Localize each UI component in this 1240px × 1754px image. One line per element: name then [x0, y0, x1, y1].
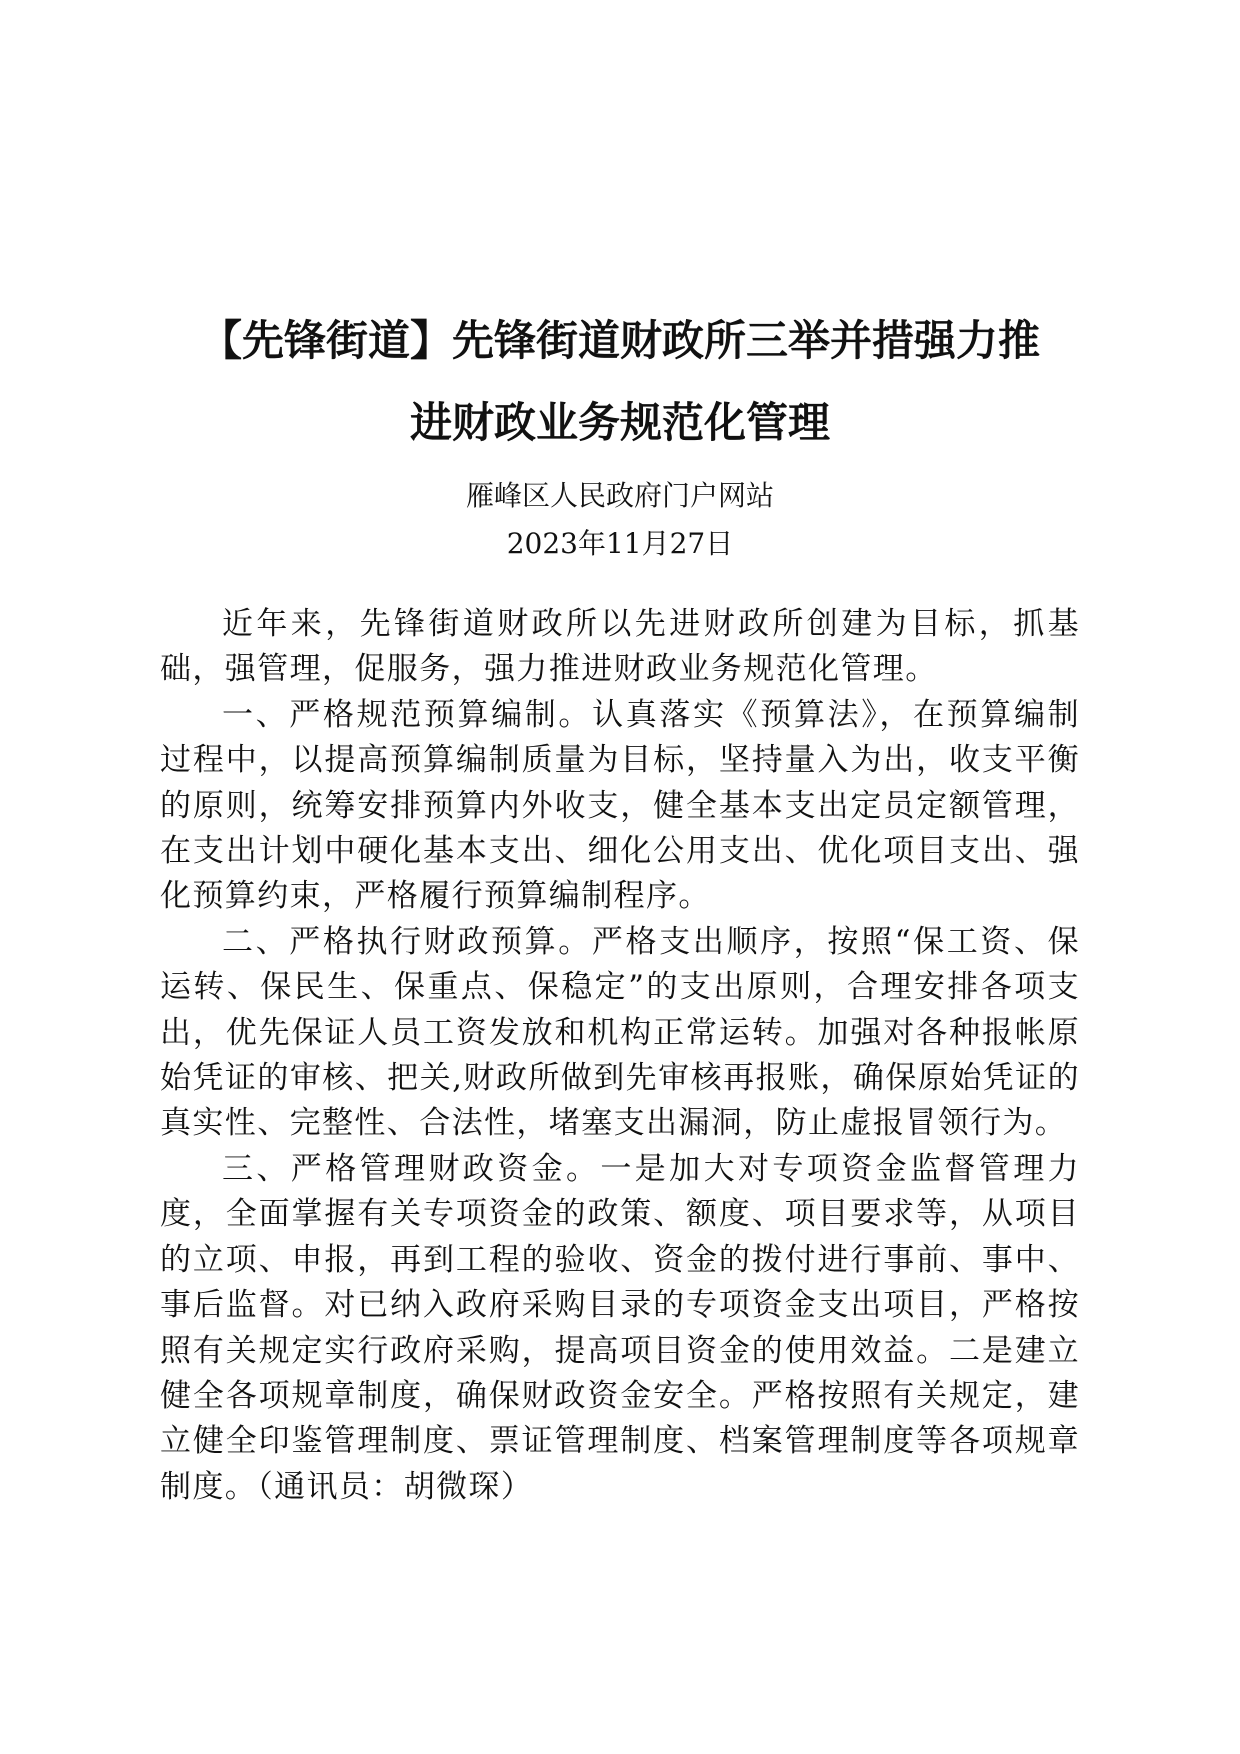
article-paragraph-budget-preparation: 一、严格规范预算编制。认真落实《预算法》，在预算编制过程中，以提高预算编制质量为目标，坚持量入为出，收支平衡的原则，统筹安排预算内外收支，健全基本支出定员定额管理，在支出计划中硬化基本支出、细化公用支出、优化项目支出、强化预算约束，严格履行预算编制程序。 [160, 696, 1080, 915]
article-source: 雁峰区人民政府门户网站 [465, 479, 774, 512]
article-paragraph-intro: 近年来，先锋街道财政所以先进财政所创建为目标，抓基础，强管理，促服务，强力推进财政业务规范化管理。 [160, 606, 1080, 688]
article-paragraph-budget-execution: 二、严格执行财政预算。严格支出顺序，按照“保工资、保运转、保民生、保重点、保稳定”的支出原则，合理安排各项支出，优先保证人员工资发放和机构正常运转。加强对各种报帐原始凭证的审核、把关,财政所做到先审核再报账，确保原始凭证的真实性、完整性、合法性，堵塞支出漏洞，防止虚报冒领行为。 [160, 923, 1080, 1142]
article-title-line-1: 【先锋街道】先锋街道财政所三举并措强力推 [199, 316, 1040, 365]
article-date: 2023年11月27日 [506, 527, 734, 560]
article-meta [150, 472, 1090, 568]
article-title-line-2: 进财政业务规范化管理 [409, 398, 830, 447]
article-title [150, 300, 1090, 464]
article-paragraph-fund-management: 三、严格管理财政资金。一是加大对专项资金监督管理力度，全面掌握有关专项资金的政策、额度、项目要求等，从项目的立项、申报，再到工程的验收、资金的拨付进行事前、事中、事后监督。对已纳入政府采购目录的专项资金支出项目，严格按照有关规定实行政府采购，提高项目资金的使用效益。二是建立健全各项规章制度，确保财政资金安全。严格按照有关规定，建立健全印鉴管理制度、票证管理制度、档案管理制度等各项规章制度。（通讯员：胡微琛） [160, 1150, 1080, 1505]
article-body [160, 602, 1080, 1510]
